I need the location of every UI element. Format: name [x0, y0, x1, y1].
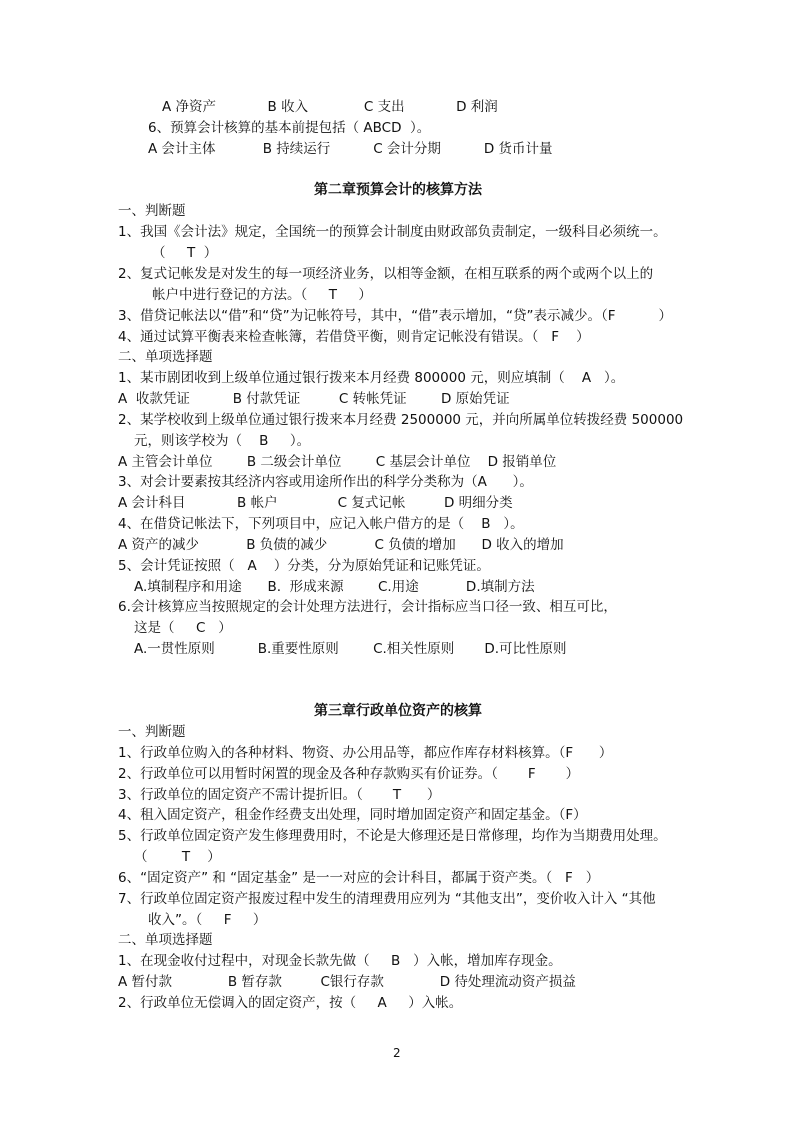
question: 4、通过试算平衡表来检查帐簿，若借贷平衡，则肯定记帐没有错误。（ F ） — [118, 329, 590, 345]
answer-options: A 净资产 B 收入 C 支出 D 利润 — [162, 99, 498, 115]
question: 6、“固定资产” 和 “固定基金” 是一一对应的会计科目，都属于资产类。（ F ） — [118, 870, 600, 886]
question: 5、行政单位固定资产发生修理费用时，不论是大修理还是日常修理，均作为当期费用处理。 — [118, 828, 667, 844]
question: 3、对会计要素按其经济内容或用途所作出的科学分类称为（A ）。 — [118, 474, 533, 490]
chapter-title: 第三章行政单位资产的核算 — [314, 703, 482, 719]
question: 1、行政单位购入的各种材料、物资、办公用品等，都应作库存材料核算。（F ） — [118, 745, 613, 761]
question-continuation: 收入”。（ F ） — [148, 912, 267, 928]
section-heading: 二、单项选择题 — [118, 349, 213, 365]
section-heading: 一、判断题 — [118, 724, 186, 740]
answer-options: A 会计主体 B 持续运行 C 会计分期 D 货币计量 — [148, 141, 553, 157]
question: 3、借贷记帐法以“借”和“贷”为记帐符号，其中，“借”表示增加，“贷”表示减少。（F ） — [118, 308, 672, 324]
question-continuation: 这是（ C ） — [134, 620, 232, 636]
question: 4、租入固定资产，租金作经费支出处理，同时增加固定资产和固定基金。（F） — [118, 807, 587, 823]
answer-options: A.填制程序和用途 B. 形成来源 C.用途 D.填制方法 — [134, 579, 535, 595]
page-number: 2 — [393, 1046, 401, 1060]
question: 5、会计凭证按照（ A ）分类，分为原始凭证和记账凭证。 — [118, 558, 490, 574]
answer: （ T ） — [134, 849, 221, 865]
question: 2、行政单位可以用暂时闲置的现金及各种存款购买有价证券。（ F ） — [118, 766, 580, 782]
answer: （ T ） — [152, 245, 218, 261]
question: 6.会计核算应当按照规定的会计处理方法进行，会计指标应当口径一致、相互可比， — [118, 599, 617, 615]
question: 2、复式记帐发是对发生的每一项经济业务，以相等金额，在相互联系的两个或两个以上的 — [118, 266, 654, 282]
question: 1、在现金收付过程中，对现金长款先做（ B ）入帐，增加库存现金。 — [118, 953, 562, 969]
section-heading: 一、判断题 — [118, 203, 186, 219]
question: 4、在借贷记帐法下，下列项目中，应记入帐户借方的是（ B ）。 — [118, 516, 524, 532]
answer-options: A 资产的减少 B 负债的减少 C 负债的增加 D 收入的增加 — [118, 537, 564, 553]
question: 3、行政单位的固定资产不需计提折旧。（ T ） — [118, 787, 441, 803]
answer-options: A 收款凭证 B 付款凭证 C 转帐凭证 D 原始凭证 — [118, 391, 510, 407]
question-continuation: 帐户中进行登记的方法。（ T ） — [152, 287, 372, 303]
question: 7、行政单位固定资产报废过程中发生的清理费用应列为 “其他支出”，变价收入计入 “其他 — [118, 891, 656, 907]
answer-options: A 主管会计单位 B 二级会计单位 C 基层会计单位 D 报销单位 — [118, 454, 557, 470]
question: 2、某学校收到上级单位通过银行拨来本月经费 2500000 元，并向所属单位转拨经费 500000 — [118, 412, 684, 428]
answer-options: A 暂付款 B 暂存款 C银行存款 D 待处理流动资产损益 — [118, 974, 576, 990]
question-continuation: 元，则该学校为（ B ）。 — [134, 433, 311, 449]
section-heading: 二、单项选择题 — [118, 932, 213, 948]
answer-options: A.一贯性原则 B.重要性原则 C.相关性原则 D.可比性原则 — [134, 641, 567, 657]
question: 1、某市剧团收到上级单位通过银行拨来本月经费 800000 元，则应填制（ A ）。 — [118, 370, 625, 386]
chapter-title: 第二章预算会计的核算方法 — [314, 182, 482, 198]
answer-options: A 会计科目 B 帐户 C 复式记帐 D 明细分类 — [118, 495, 513, 511]
question: 2、行政单位无偿调入的固定资产，按（ A ）入帐。 — [118, 995, 463, 1011]
question: 6、预算会计核算的基本前提包括（ ABCD ）。 — [148, 120, 431, 136]
question: 1、我国《会计法》规定，全国统一的预算会计制度由财政部负责制定，一级科目必须统一。 — [118, 224, 667, 240]
